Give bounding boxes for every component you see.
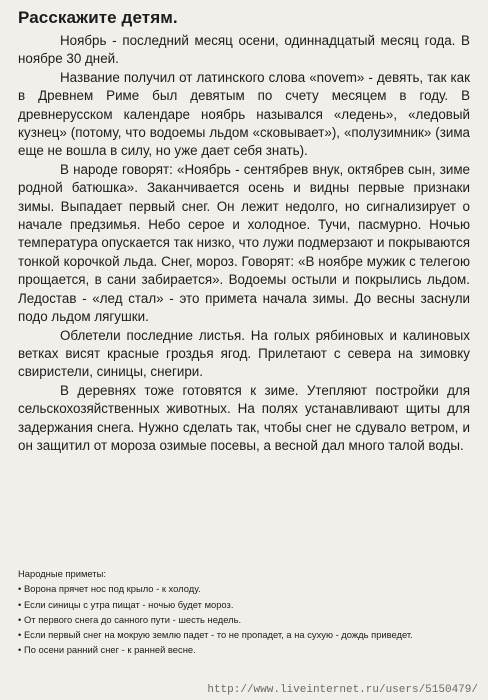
list-item: • Если синицы с утра пищат - ночью будет мороз. (18, 597, 478, 612)
watermark-url: http://www.liveinternet.ru/users/5150479/ (207, 684, 478, 696)
folk-signs (18, 566, 478, 658)
paragraph: В народе говорят: «Ноябрь - сентябрев внук, октябрев сын, зиме родной батюшка». Заканчивается осень и видны первые признаки зимы. Выпадает первый снег. Он лежит недолго, но сигнализирует о начале предзимья. Небо серое и холодное. Тучи, пасмурно. Ночью температура опускается так низко, что лужи подмерзают и покрываются тонкой корочкой льда. Снег, мороз. Говорят: «В ноябре мужик с телегою прощается, в сани забирается». Водоемы остыли и покрылись льдом. Ледостав - «лед стал» - это примета начала зимы. До весны заснули подо льдом лягушки. (18, 161, 470, 325)
paragraph: Название получил от латинского слова «novem» - девять, так как в Древнем Риме был девятым по счету месяцем в году. В древнерусском календаре ноябрь назывался «ледень», «ледовый кузнец» (потому, что водоемы льдом «сковывает»), «полузимник» (зима еще не вошла в силу, но уже дает себя знать). (18, 69, 470, 159)
list-item: • По осени ранний снег - к ранней весне. (18, 642, 478, 657)
folk-signs-title: Народные приметы: (18, 568, 106, 579)
paragraph: Ноябрь - последний месяц осени, одиннадцатый месяц года. В ноябре 30 дней. (18, 33, 470, 67)
page-title: Расскажите детям. (18, 8, 178, 27)
list-item: • От первого снега до санного пути - шесть недель. (18, 612, 478, 627)
article-body (18, 32, 470, 455)
folk-signs-list (18, 581, 478, 657)
list-item: • Ворона прячет нос под крыло - к холоду. (18, 581, 478, 596)
list-item: • Если первый снег на мокрую землю падет - то не пропадет, а на сухую - дождь приведет. (18, 627, 478, 642)
paragraph: В деревнях тоже готовятся к зиме. Утепляют постройки для сельскохозяйственных животных. На полях устанавливают щиты для задержания снега. Нужно сделать так, чтобы снег не сдувало ветром, и он защитил от мороза озимые посевы, а весной дал много талой воды. (18, 382, 470, 453)
paragraph: Облетели последние листья. На голых рябиновых и калиновых ветках висят красные гроздья ягод. Прилетают с севера на зимовку свиристели, синицы, снегири. (18, 327, 470, 380)
